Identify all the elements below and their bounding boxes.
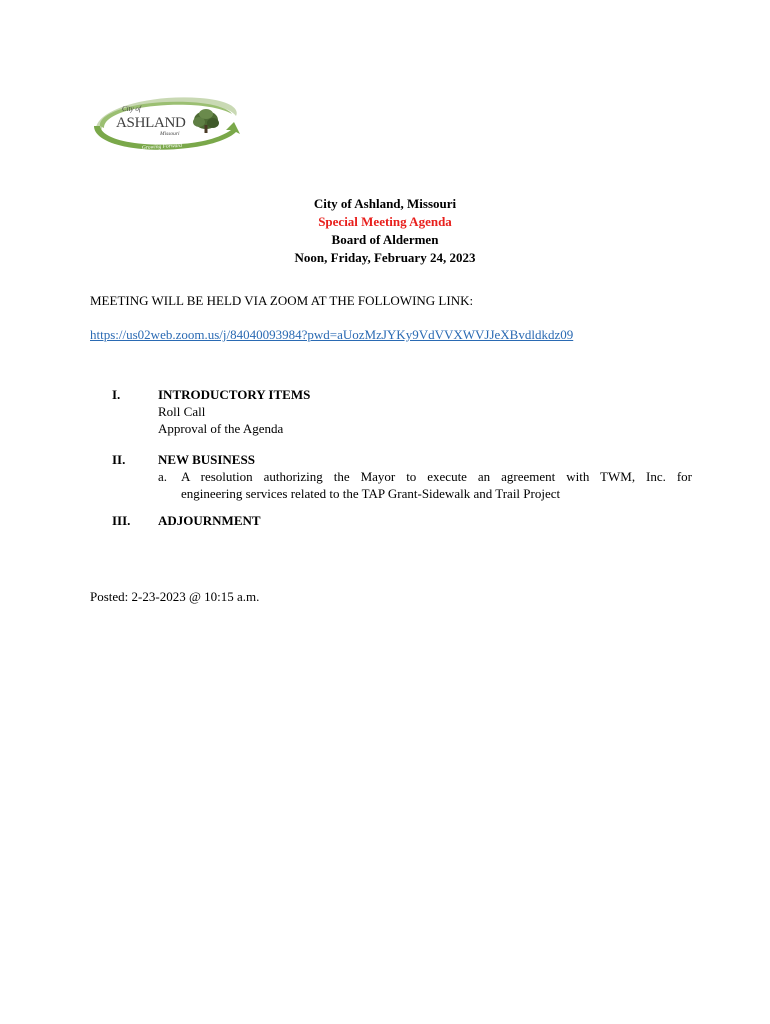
city-title: City of Ashland, Missouri [313, 196, 457, 211]
meeting-datetime: Noon, Friday, February 24, 2023 [294, 250, 476, 265]
agenda-item [158, 468, 692, 502]
board-name: Board of Aldermen [331, 232, 439, 247]
section-heading: ADJOURNMENT [158, 513, 261, 528]
agenda-header [0, 195, 770, 267]
zoom-link[interactable]: https://us02web.zoom.us/j/84040093984?pwd=aUozMzJYKy9VdVVXWVJJeXBvdldkdz09 [90, 327, 574, 342]
section-number: III. [112, 513, 131, 528]
svg-text:ASHLAND: ASHLAND [116, 115, 186, 131]
section-heading: NEW BUSINESS [158, 452, 255, 467]
section-adjournment [112, 512, 692, 529]
section-heading: INTRODUCTORY ITEMS [158, 387, 311, 402]
item-text-line1: A resolution authorizing the Mayor to execute an agreement with TWM, Inc. for [181, 469, 692, 484]
section-new-business [112, 451, 692, 502]
agenda-item: Approval of the Agenda [158, 421, 284, 436]
city-logo [88, 92, 244, 158]
svg-text:Growing Forward: Growing Forward [141, 142, 183, 151]
section-number: I. [112, 387, 121, 402]
section-number: II. [112, 452, 126, 467]
item-letter: a. [158, 469, 168, 484]
posted-timestamp: Posted: 2-23-2023 @ 10:15 a.m. [90, 589, 260, 604]
tree-icon [193, 109, 219, 133]
item-text-line2: engineering services related to the TAP Grant-Sidewalk and Trail Project [181, 486, 561, 501]
meeting-type: Special Meeting Agenda [318, 214, 452, 229]
svg-text:City of: City of [122, 105, 141, 113]
svg-text:Missouri: Missouri [160, 131, 180, 137]
section-introductory-items [112, 386, 692, 437]
zoom-notice: MEETING WILL BE HELD VIA ZOOM AT THE FOLLOWING LINK: [90, 293, 474, 308]
agenda-item: Roll Call [158, 404, 206, 419]
